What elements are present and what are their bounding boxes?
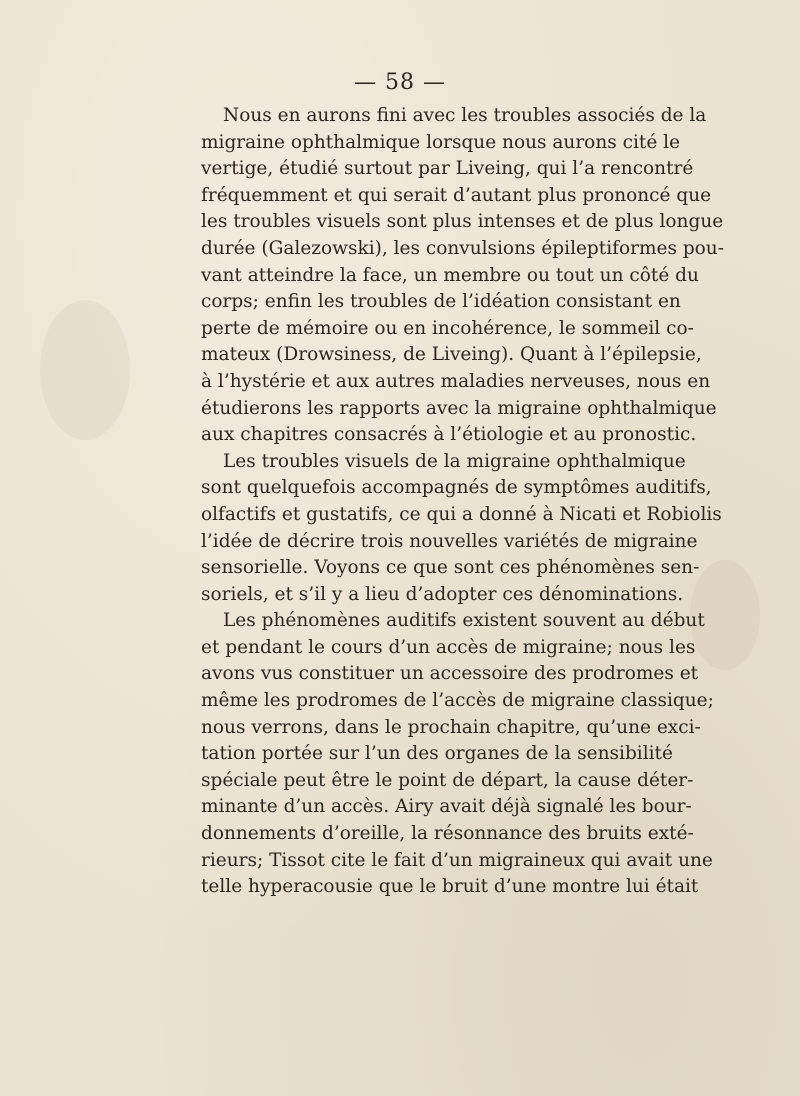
paper-stain [40, 300, 130, 440]
text-line: rieurs; Tissot cite le fait d’un migraineux qui avait une [201, 849, 713, 871]
text-line: durée (Galezowski), les convulsions épileptiformes pou- [201, 237, 724, 259]
text-line: nous verrons, dans le prochain chapitre, qu’une exci- [201, 716, 701, 738]
text-line: et pendant le cours d’un accès de migraine; nous les [201, 636, 696, 658]
text-line: avons vus constituer un accessoire des prodromes et [201, 663, 699, 685]
text-line: l’idée de décrire trois nouvelles variétés de migraine [201, 530, 698, 552]
text-line: perte de mémoire ou en incohérence, le sommeil co- [201, 317, 694, 339]
text-line: mateux (Drowsiness, de Liveing). Quant à l’épilepsie, [201, 344, 702, 366]
text-line: à l’hystérie et aux autres maladies nerveuses, nous en [201, 370, 711, 392]
text-line: sensorielle. Voyons ce que sont ces phénomènes sen- [201, 557, 700, 579]
text-line: donnements d’oreille, la résonnance des bruits exté- [201, 823, 694, 845]
text-line: même les prodromes de l’accès de migraine classique; [201, 690, 714, 712]
text-line: corps; enfin les troubles de l’idéation consistant en [201, 291, 681, 313]
text-line: Les troubles visuels de la migraine ophthalmique [223, 450, 686, 472]
text-line: tation portée sur l’un des organes de la sensibilité [201, 743, 673, 765]
text-line: Nous en aurons fini avec les troubles associés de la [223, 105, 707, 126]
text-line: Les phénomènes auditifs existent souvent au début [223, 610, 705, 632]
text-line: spéciale peut être le point de départ, la cause déter- [201, 769, 694, 791]
body-text [201, 103, 724, 901]
text-line: migraine ophthalmique lorsque nous aurons cité le [201, 131, 681, 153]
text-line: minante d’un accès. Airy avait déjà signalé les bour- [201, 796, 692, 818]
text-line: les troubles visuels sont plus intenses et de plus longue [201, 211, 724, 233]
text-line: telle hyperacousie que le bruit d’une montre lui était [201, 876, 699, 898]
text-line: aux chapitres consacrés à l’étiologie et au pronostic. [201, 424, 697, 446]
text-line: soriels, et s’il y a lieu d’adopter ces dénominations. [201, 583, 684, 605]
text-line: étudierons les rapports avec la migraine ophthalmique [201, 397, 717, 419]
text-line: olfactifs et gustatifs, ce qui a donné à Nicati et Robiolis [201, 503, 722, 525]
text-line: vertige, étudié surtout par Liveing, qui l’a rencontré [201, 158, 694, 180]
text-line: vant atteindre la face, un membre ou tout un côté du [201, 264, 699, 286]
text-line: sont quelquefois accompagnés de symptômes auditifs, [201, 477, 712, 499]
text-line: fréquemment et qui serait d’autant plus prononcé que [201, 184, 712, 206]
page-number: — 58 — [354, 70, 446, 95]
